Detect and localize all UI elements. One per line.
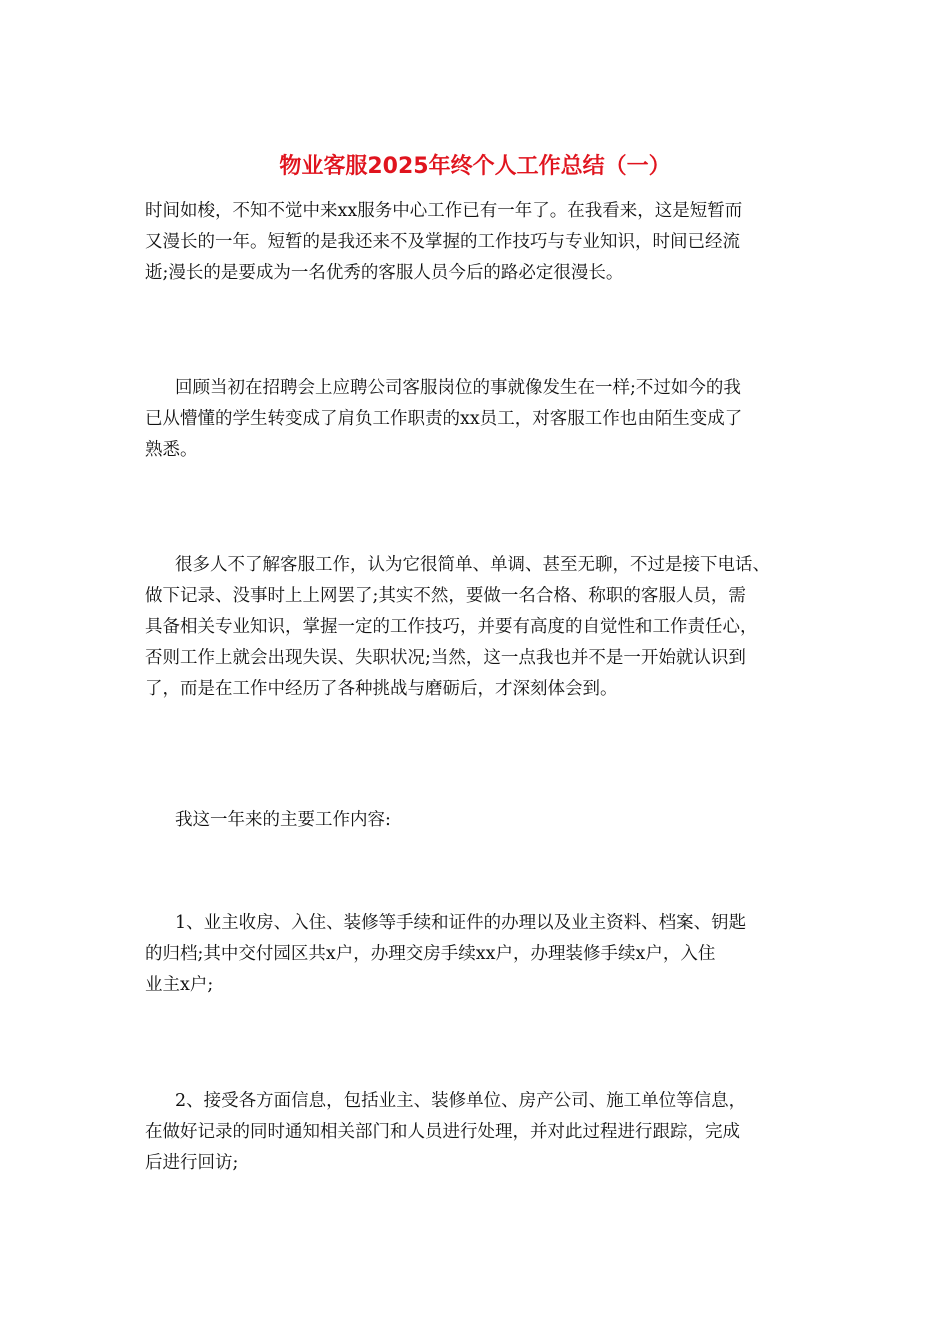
- document-title: 物业客服2025年终个人工作总结（一）: [279, 154, 671, 179]
- paragraph-line: 回顾当初在招聘会上应聘公司客服岗位的事就像发生在一样;不过如今的我: [175, 378, 741, 398]
- paragraph-line: 2、接受各方面信息，包括业主、装修单位、房产公司、施工单位等信息，: [175, 1091, 747, 1111]
- paragraph-line: 已从懵懂的学生转变成了肩负工作职责的xx员工，对客服工作也由陌生变成了: [145, 409, 743, 429]
- paragraph-6: [145, 1086, 815, 1179]
- paragraph-line: 的归档;其中交付园区共x户，办理交房手续xx户，办理装修手续x户，入住: [145, 944, 716, 964]
- paragraph-line: 具备相关专业知识，掌握一定的工作技巧，并要有高度的自觉性和工作责任心，: [145, 617, 758, 637]
- paragraph-2: [145, 373, 815, 466]
- paragraph-3: [145, 550, 815, 705]
- paragraph-line: 了，而是在工作中经历了各种挑战与磨砺后，才深刻体会到。: [145, 679, 618, 699]
- paragraph-line: 我这一年来的主要工作内容:: [175, 810, 391, 830]
- paragraph-4: [145, 805, 815, 836]
- paragraph-line: 做下记录、没事时上上网罢了;其实不然，要做一名合格、称职的客服人员，需: [145, 586, 746, 606]
- paragraph-1: [145, 196, 815, 289]
- paragraph-line: 很多人不了解客服工作，认为它很简单、单调、甚至无聊，不过是接下电话、: [175, 555, 770, 575]
- paragraph-line: 熟悉。: [145, 440, 198, 460]
- paragraph-5: [145, 908, 815, 1001]
- paragraph-line: 后进行回访;: [145, 1153, 239, 1173]
- paragraph-line: 1、业主收房、入住、装修等手续和证件的办理以及业主资料、档案、钥匙: [175, 913, 747, 933]
- paragraph-line: 逝;漫长的是要成为一名优秀的客服人员今后的路必定很漫长。: [145, 263, 624, 283]
- paragraph-line: 在做好记录的同时通知相关部门和人员进行处理，并对此过程进行跟踪，完成: [145, 1122, 740, 1142]
- paragraph-line: 又漫长的一年。短暂的是我还来不及掌握的工作技巧与专业知识，时间已经流: [145, 232, 740, 252]
- paragraph-line: 业主x户;: [145, 975, 214, 995]
- paragraph-line: 时间如梭，不知不觉中来xx服务中心工作已有一年了。在我看来，这是短暂而: [145, 201, 743, 221]
- paragraph-line: 否则工作上就会出现失误、失职状况;当然，这一点我也并不是一开始就认识到: [145, 648, 746, 668]
